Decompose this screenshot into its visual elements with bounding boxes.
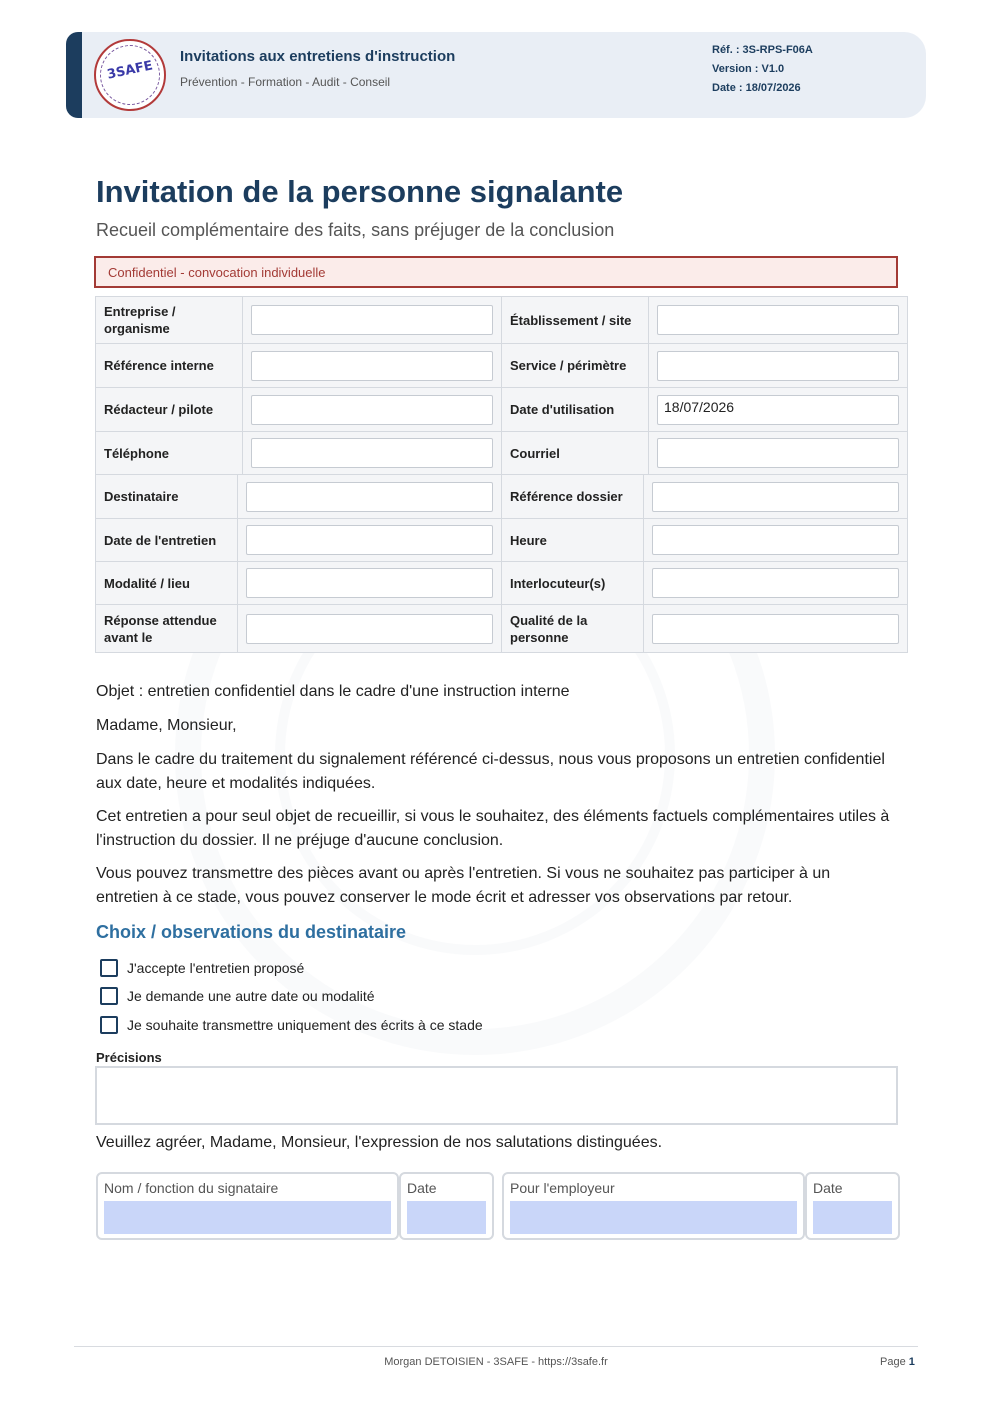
telephone-input[interactable] [251, 438, 493, 468]
form-label: Date d'utilisation [510, 402, 615, 417]
reference-interne-field-cell [242, 344, 502, 387]
telephone-field-cell [242, 432, 502, 474]
service-input[interactable] [657, 351, 899, 381]
footer-divider [74, 1346, 918, 1347]
form-label: Qualité de la personne [510, 612, 588, 645]
service-field-cell [648, 344, 907, 387]
signer-date-block [399, 1172, 494, 1240]
form-row [96, 388, 907, 432]
date-entretien-input[interactable] [246, 525, 493, 555]
page-subtitle: Recueil complémentaire des faits, sans préjuger de la conclusion [96, 220, 615, 240]
letter-closing: Veuillez agréer, Madame, Monsieur, l'expression de nos salutations distinguées. [96, 1134, 663, 1151]
reference-dossier-input[interactable] [652, 482, 899, 512]
page-label: Page [880, 1356, 906, 1368]
page-header [66, 32, 926, 118]
precisions-label: Précisions [96, 1050, 162, 1065]
employer-signature-field[interactable] [510, 1201, 797, 1234]
company-logo [94, 39, 166, 111]
form-label: Interlocuteur(s) [510, 575, 606, 591]
confidential-text: Confidentiel - convocation individuelle [108, 265, 326, 280]
form-label: Service / périmètre [510, 358, 627, 373]
letter-object: Objet : entretien confidentiel dans le cadre d'une instruction interne [96, 683, 570, 700]
form-label: Entreprise / organisme [104, 304, 176, 336]
info-form-table [95, 296, 908, 653]
header-accent-bar [66, 32, 82, 118]
footer-text: Morgan DETOISIEN - 3SAFE - https://3safe.fr [384, 1356, 608, 1368]
form-row [96, 475, 907, 519]
signer-date-label: Date [407, 1180, 437, 1196]
interlocuteurs-input[interactable] [652, 568, 899, 598]
choice-label: J'accepte l'entretien proposé [127, 960, 305, 976]
form-label: Rédacteur / pilote [104, 402, 214, 417]
form-label: Référence dossier [510, 489, 623, 504]
form-row [96, 562, 907, 605]
reference-interne-input[interactable] [251, 351, 493, 381]
letter-greeting: Madame, Monsieur, [96, 717, 237, 734]
date-utilisation-input[interactable]: 18/07/2026 [657, 395, 899, 425]
form-label: Date de l'entretien [104, 532, 217, 548]
redacteur-input[interactable] [251, 395, 493, 425]
etablissement-input[interactable] [657, 305, 899, 335]
entreprise-input[interactable] [251, 305, 493, 335]
choice-accept[interactable] [100, 958, 304, 978]
letter-paragraph: Cet entretien a pour seul objet de recueillir, si vous le souhaitez, des éléments factuels complémentaires utiles à l'instruction du dossier. Il ne préjuge d'aucune conclusion. [96, 808, 890, 849]
letter-paragraph: Dans le cadre du traitement du signalement référencé ci-dessus, nous vous proposons un entretien confidentiel aux date, heure et modalités indiquées. [96, 751, 885, 792]
confidential-banner [94, 256, 898, 288]
written-only-checkbox[interactable] [100, 1016, 118, 1034]
etablissement-field-cell [648, 297, 907, 343]
date-entretien-field-cell [237, 519, 502, 561]
entreprise-field-cell [242, 297, 502, 343]
qualite-field-cell [643, 605, 907, 652]
form-label: Courriel [510, 445, 560, 461]
form-row [96, 519, 907, 562]
destinataire-input[interactable] [246, 482, 493, 512]
employer-signature-block [502, 1172, 805, 1240]
heure-field-cell [643, 519, 907, 561]
choice-label: Je demande une autre date ou modalité [127, 988, 375, 1004]
header-ref: Réf. : 3S-RPS-F06A [712, 44, 813, 56]
employer-date-block [805, 1172, 900, 1240]
header-version: Version : V1.0 [712, 63, 785, 75]
interlocuteurs-field-cell [643, 562, 907, 604]
form-label: Référence interne [104, 358, 214, 373]
destinataire-field-cell [237, 475, 502, 518]
form-label: Destinataire [104, 489, 179, 504]
employer-date-field[interactable] [813, 1201, 892, 1234]
header-subtitle: Prévention - Formation - Audit - Conseil [180, 75, 391, 89]
heure-input[interactable] [652, 525, 899, 555]
courriel-input[interactable] [657, 438, 899, 468]
form-label: Modalité / lieu [104, 575, 190, 591]
form-label: Téléphone [104, 445, 170, 461]
employer-date-label: Date [813, 1180, 843, 1196]
signer-signature-field[interactable] [104, 1201, 391, 1234]
signer-label: Nom / fonction du signataire [104, 1180, 279, 1196]
form-label: Heure [510, 532, 547, 548]
form-row [96, 344, 907, 388]
letter-paragraph: Vous pouvez transmettre des pièces avant ou après l'entretien. Si vous ne souhaitez pas participer à un entretien à ce stade, vous pouvez conserver le mode écrit et adresser vos observations par retour. [96, 865, 831, 906]
qualite-input[interactable] [652, 614, 899, 644]
signer-signature-block [96, 1172, 399, 1240]
form-row [96, 432, 907, 475]
reference-dossier-field-cell [643, 475, 907, 518]
form-label: Réponse attendue avant le [104, 612, 217, 645]
employer-label: Pour l'employeur [510, 1180, 615, 1196]
choice-other-date[interactable] [100, 986, 375, 1006]
precisions-textarea[interactable] [95, 1066, 898, 1125]
page-number [880, 1356, 915, 1368]
header-date: Date : 18/07/2026 [712, 82, 801, 94]
form-label: Établissement / site [510, 312, 632, 328]
logo-text: 3SAFE [105, 58, 155, 83]
header-title: Invitations aux entretiens d'instruction [180, 48, 456, 65]
redacteur-field-cell [242, 388, 502, 431]
accept-checkbox[interactable] [100, 959, 118, 977]
reponse-attendue-field-cell [237, 605, 502, 652]
choice-label: Je souhaite transmettre uniquement des écrits à ce stade [127, 1017, 483, 1033]
courriel-field-cell [648, 432, 907, 474]
modalite-field-cell [237, 562, 502, 604]
date-utilisation-field-cell [648, 388, 907, 431]
form-row [96, 605, 907, 652]
choices-section-title: Choix / observations du destinataire [96, 922, 407, 942]
form-row [96, 297, 907, 344]
page-title: Invitation de la personne signalante [96, 174, 624, 209]
signer-date-field[interactable] [407, 1201, 486, 1234]
choice-written-only[interactable] [100, 1015, 483, 1035]
modalite-input[interactable] [246, 568, 493, 598]
reponse-attendue-input[interactable] [246, 614, 493, 644]
other-date-checkbox[interactable] [100, 987, 118, 1005]
header-meta [712, 41, 813, 98]
page-number-value: 1 [908, 1356, 915, 1368]
